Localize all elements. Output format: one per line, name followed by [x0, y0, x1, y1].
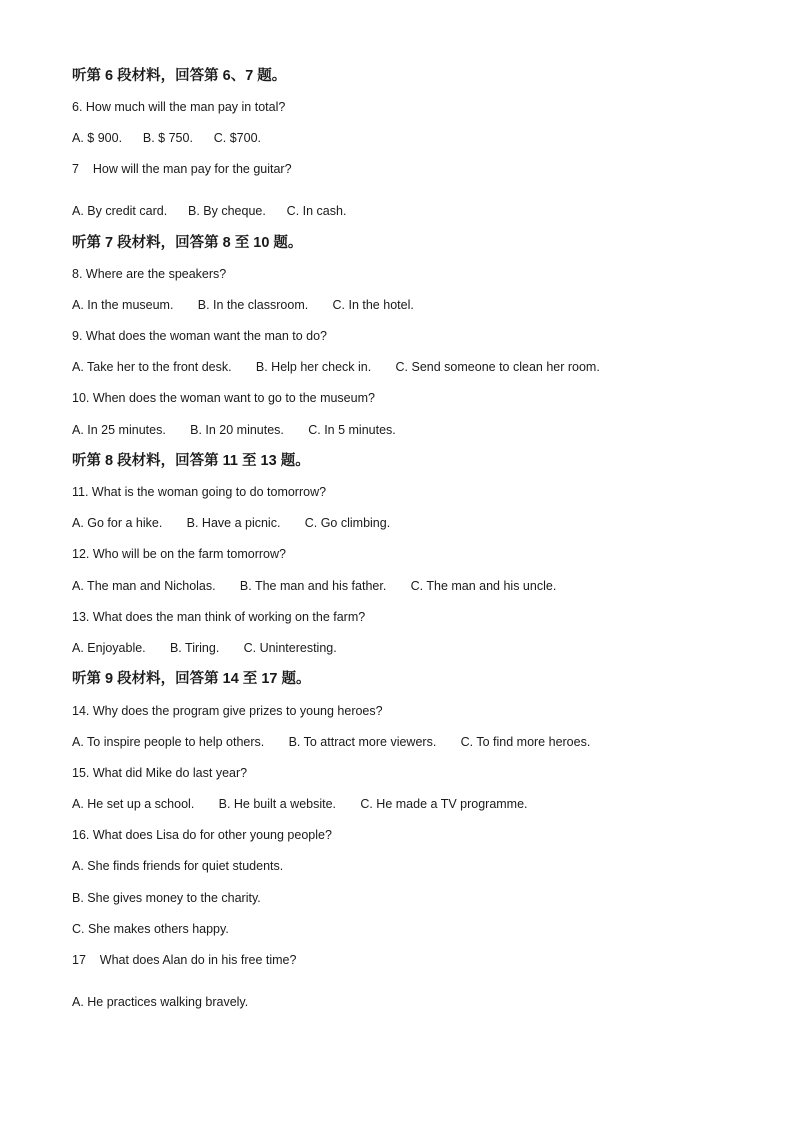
question-13: 13. What does the man think of working on the farm? [72, 610, 366, 624]
option-16-c: C. She makes others happy. [72, 922, 229, 936]
options-12: A. The man and Nicholas. B. The man and his father. C. The man and his uncle. [72, 579, 557, 593]
options-15: A. He set up a school. B. He built a website. C. He made a TV programme. [72, 797, 528, 811]
options-8: A. In the museum. B. In the classroom. C. In the hotel. [72, 298, 414, 312]
section-heading-7: 听第 7 段材料，回答第 8 至 10 题。 [72, 235, 303, 251]
question-12: 12. Who will be on the farm tomorrow? [72, 547, 286, 561]
options-10: A. In 25 minutes. B. In 20 minutes. C. In 5 minutes. [72, 423, 396, 437]
option-17-a: A. He practices walking bravely. [72, 995, 249, 1009]
options-7: A. By credit card. B. By cheque. C. In cash. [72, 204, 347, 218]
section-heading-8: 听第 8 段材料，回答第 11 至 13 题。 [72, 453, 310, 469]
options-13: A. Enjoyable. B. Tiring. C. Uninteresting. [72, 641, 337, 655]
section-heading-6: 听第 6 段材料，回答第 6、7 题。 [72, 68, 287, 84]
options-9: A. Take her to the front desk. B. Help her check in. C. Send someone to clean her room. [72, 360, 600, 374]
question-16: 16. What does Lisa do for other young people? [72, 828, 332, 842]
options-6: A. $ 900. B. $ 750. C. $700. [72, 131, 262, 145]
option-16-b: B. She gives money to the charity. [72, 891, 261, 905]
question-8: 8. Where are the speakers? [72, 267, 227, 281]
question-7: 7 How will the man pay for the guitar? [72, 162, 292, 176]
options-11: A. Go for a hike. B. Have a picnic. C. Go climbing. [72, 516, 391, 530]
question-15: 15. What did Mike do last year? [72, 766, 248, 780]
section-heading-9: 听第 9 段材料，回答第 14 至 17 题。 [72, 671, 311, 687]
question-6: 6. How much will the man pay in total? [72, 100, 286, 114]
question-17: 17 What does Alan do in his free time? [72, 953, 297, 967]
option-16-a: A. She finds friends for quiet students. [72, 859, 284, 873]
question-14: 14. Why does the program give prizes to young heroes? [72, 704, 383, 718]
question-10: 10. When does the woman want to go to the museum? [72, 391, 375, 405]
options-14: A. To inspire people to help others. B. To attract more viewers. C. To find more heroes. [72, 735, 591, 749]
question-9: 9. What does the woman want the man to do? [72, 329, 328, 343]
question-11: 11. What is the woman going to do tomorrow? [72, 485, 327, 499]
